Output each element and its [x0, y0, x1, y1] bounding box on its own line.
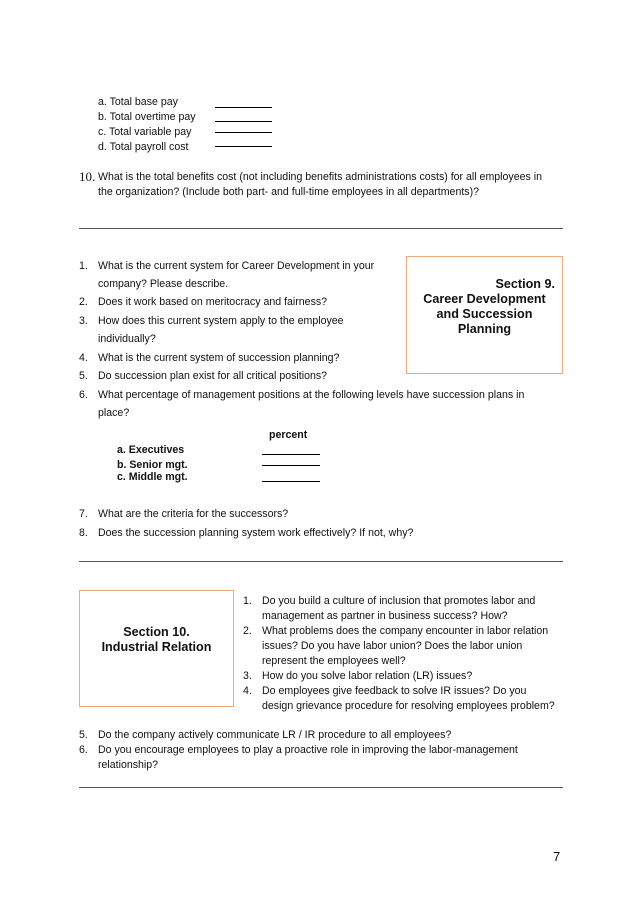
- s10-q2-line-3: represent the employees well?: [262, 655, 406, 667]
- pay-item-variable: c. Total variable pay: [98, 126, 192, 138]
- s9-q3-line-1: How does this current system apply to the employee: [98, 315, 344, 327]
- section-divider: [79, 228, 563, 229]
- level-middle-mgt: c. Middle mgt.: [117, 471, 188, 483]
- s9-q3-line-2: individually?: [98, 333, 156, 345]
- s10-q4-line-2: design grievance procedure for resolving employees problem?: [262, 700, 555, 712]
- s9-q8-line-1: Does the succession planning system work effectively? If not, why?: [98, 527, 414, 539]
- question-10-line-1: What is the total benefits cost (not including benefits administrations costs) for all employees in: [98, 171, 542, 183]
- s9-q4-line-1: What is the current system of succession planning?: [98, 352, 340, 364]
- s9-q8-number: 8.: [79, 527, 88, 539]
- s10-q2-line-2: issues? Do you have labor union? Does the labor union: [262, 640, 523, 652]
- s10-q4-line-1: Do employees give feedback to solve IR issues? Do you: [262, 685, 527, 697]
- section-9-box: [406, 256, 563, 374]
- s10-q4-number: 4.: [243, 685, 252, 697]
- s10-q1-line-1: Do you build a culture of inclusion that promotes labor and: [262, 595, 536, 607]
- s9-q4-number: 4.: [79, 352, 88, 364]
- section-divider: [79, 787, 563, 788]
- s9-q7-line-1: What are the criteria for the successors?: [98, 508, 289, 520]
- section-divider: [79, 561, 563, 562]
- pay-item-base: a. Total base pay: [98, 96, 178, 108]
- section-10-title: Section 10.: [123, 625, 190, 639]
- s9-q5-line-1: Do succession plan exist for all critical positions?: [98, 370, 328, 382]
- s9-q1-line-1: What is the current system for Career Development in your: [98, 260, 375, 272]
- section-9-subtitle-1: Career Development: [423, 292, 546, 306]
- s10-q3-line-1: How do you solve labor relation (LR) issues?: [262, 670, 473, 682]
- section-10-subtitle: Industrial Relation: [101, 640, 212, 654]
- section-9-title: Section 9.: [495, 277, 555, 291]
- level-executives: a. Executives: [117, 444, 185, 456]
- blank-line: [215, 121, 272, 122]
- percent-header: percent: [269, 429, 308, 441]
- pay-item-overtime: b. Total overtime pay: [98, 111, 196, 123]
- s10-q1-number: 1.: [243, 595, 252, 607]
- s9-q2-number: 2.: [79, 296, 88, 308]
- blank-line: [215, 146, 272, 147]
- s10-q5-number: 5.: [79, 729, 88, 741]
- section-10-box: [79, 590, 234, 707]
- s10-q6-number: 6.: [79, 744, 88, 756]
- s10-q2-number: 2.: [243, 625, 252, 637]
- s10-q6-line-1: Do you encourage employees to play a proactive role in improving the labor-management: [98, 744, 518, 756]
- s10-q3-number: 3.: [243, 670, 252, 682]
- blank-line: [262, 481, 320, 482]
- section-9-subtitle-3: Planning: [457, 322, 512, 336]
- blank-line: [262, 454, 320, 455]
- s10-q1-line-2: management as partner in business success? How?: [262, 610, 508, 622]
- section-9-subtitle-2: and Succession: [436, 307, 533, 321]
- s9-q5-number: 5.: [79, 370, 88, 382]
- pay-item-payroll: d. Total payroll cost: [98, 141, 189, 153]
- s9-q3-number: 3.: [79, 315, 88, 327]
- s9-q6-line-1: What percentage of management positions at the following levels have succession plans in: [98, 389, 525, 401]
- s9-q2-line-1: Does it work based on meritocracy and fairness?: [98, 296, 328, 308]
- page-number: 7: [553, 849, 561, 864]
- s9-q6-number: 6.: [79, 389, 88, 401]
- level-senior-mgt: b. Senior mgt.: [117, 459, 188, 471]
- s9-q6-line-2: place?: [98, 407, 130, 419]
- s10-q5-line-1: Do the company actively communicate LR / IR procedure to all employees?: [98, 729, 452, 741]
- s10-q6-line-2: relationship?: [98, 759, 159, 771]
- question-10-number: 10.: [79, 169, 96, 184]
- s9-q7-number: 7.: [79, 508, 88, 520]
- blank-line: [215, 107, 272, 108]
- blank-line: [262, 465, 320, 466]
- blank-line: [215, 132, 272, 133]
- s9-q1-number: 1.: [79, 260, 88, 272]
- s10-q2-line-1: What problems does the company encounter in labor relation: [262, 625, 549, 637]
- s9-q1-line-2: company? Please describe.: [98, 278, 229, 290]
- question-10-line-2: the organization? (Include both part- and full-time employees in all departments)?: [98, 186, 479, 198]
